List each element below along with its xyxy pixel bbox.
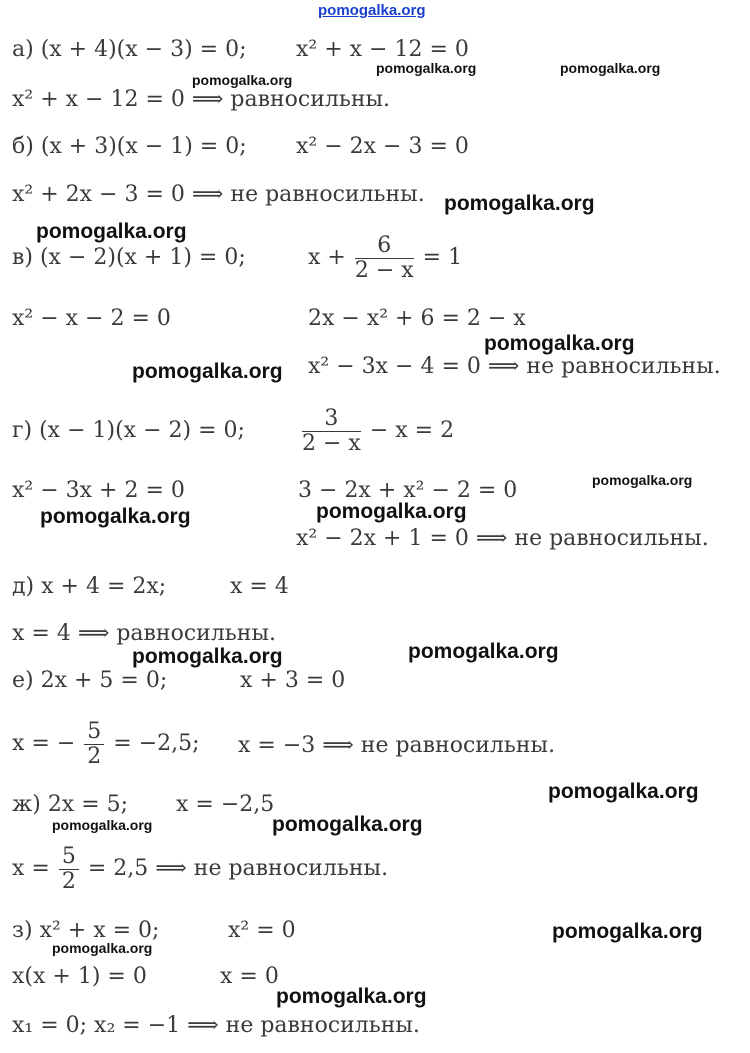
task-b-equation-1: б) (x + 3)(x − 1) = 0; — [12, 134, 247, 159]
watermark: pomogalka.org — [36, 220, 187, 243]
watermark: pomogalka.org — [552, 920, 703, 943]
task-e-equation-1: е) 2x + 5 = 0; — [12, 668, 168, 693]
task-zh-conclusion — [12, 833, 388, 905]
watermark: pomogalka.org — [444, 192, 595, 215]
fraction-numerator: 6 — [355, 234, 414, 259]
task-zh-sol-pre: x = — [12, 856, 50, 881]
fraction-denominator: 2 − x — [302, 430, 361, 456]
watermark: pomogalka.org — [592, 472, 693, 488]
fraction-denominator: 2 — [61, 868, 76, 894]
task-zh-equation-2: x = −2,5 — [176, 792, 275, 817]
watermark: pomogalka.org — [192, 72, 293, 88]
task-v-eq2-pre: x + — [308, 245, 346, 270]
task-v-equation-2 — [308, 222, 462, 294]
fraction-denominator: 2 − x — [354, 257, 414, 283]
task-d-conclusion: x = 4 ⟹ равносильны. — [12, 621, 276, 646]
task-e-sol1-post: = −2,5; — [113, 731, 200, 756]
task-g-equation-2 — [300, 395, 454, 467]
task-v-conclusion: x² − 3x − 4 = 0 ⟹ не равносильны. — [308, 354, 721, 379]
task-e-sol1-pre: x = − — [12, 731, 76, 756]
watermark: pomogalka.org — [132, 645, 283, 668]
task-b-conclusion: x² + 2x − 3 = 0 ⟹ не равносильны. — [12, 182, 425, 207]
task-z-conclusion: x₁ = 0; x₂ = −1 ⟹ не равносильны. — [12, 1013, 420, 1038]
fraction — [355, 234, 414, 283]
task-z-factored: x(x + 1) = 0 — [12, 964, 147, 989]
task-g-equation-1: г) (x − 1)(x − 2) = 0; — [12, 418, 245, 443]
watermark: pomogalka.org — [52, 940, 153, 956]
watermark: pomogalka.org — [316, 500, 467, 523]
task-g-conclusion: x² − 2x + 1 = 0 ⟹ не равносильны. — [296, 526, 709, 551]
fraction-denominator: 2 — [87, 743, 102, 769]
fraction-numerator: 5 — [84, 720, 104, 745]
fraction-numerator: 5 — [59, 845, 79, 870]
task-zh-equation-1: ж) 2x = 5; — [12, 792, 129, 817]
fraction — [84, 720, 104, 769]
watermark: pomogalka.org — [272, 813, 423, 836]
task-z-solution: x = 0 — [220, 964, 279, 989]
task-a-equation-2: x² + x − 12 = 0 — [296, 37, 469, 62]
watermark: pomogalka.org — [376, 60, 477, 76]
fraction — [59, 845, 79, 894]
task-z-equation-1: з) x² + x = 0; — [12, 918, 160, 943]
watermark: pomogalka.org — [276, 985, 427, 1008]
watermark: pomogalka.org — [548, 780, 699, 803]
watermark: pomogalka.org — [40, 505, 191, 528]
fraction-numerator: 3 — [302, 407, 361, 432]
fraction — [302, 407, 361, 456]
task-d-equation-2: x = 4 — [230, 574, 289, 599]
task-z-equation-2: x² = 0 — [228, 918, 296, 943]
task-d-equation-1: д) x + 4 = 2x; — [12, 574, 167, 599]
watermark: pomogalka.org — [560, 60, 661, 76]
task-zh-sol-post: = 2,5 ⟹ не равносильны. — [87, 856, 389, 881]
task-g-equation-4: 3 − 2x + x² − 2 = 0 — [298, 478, 518, 503]
task-g-eq2-post: − x = 2 — [369, 418, 455, 443]
watermark: pomogalka.org — [484, 332, 635, 355]
task-v-equation-1: в) (x − 2)(x + 1) = 0; — [12, 245, 246, 270]
task-g-equation-3: x² − 3x + 2 = 0 — [12, 478, 185, 503]
task-v-equation-3: x² − x − 2 = 0 — [12, 306, 171, 331]
task-a-equation-1: а) (x + 4)(x − 3) = 0; — [12, 37, 247, 62]
task-e-equation-2: x + 3 = 0 — [240, 668, 346, 693]
watermark-top[interactable]: pomogalka.org — [318, 2, 426, 19]
watermark: pomogalka.org — [132, 360, 283, 383]
task-v-eq2-post: = 1 — [422, 245, 463, 270]
task-v-equation-4: 2x − x² + 6 = 2 − x — [308, 306, 526, 331]
task-a-conclusion: x² + x − 12 = 0 ⟹ равносильны. — [12, 87, 391, 112]
watermark: pomogalka.org — [408, 640, 559, 663]
task-b-equation-2: x² − 2x − 3 = 0 — [296, 134, 469, 159]
task-e-solution-1 — [12, 708, 200, 780]
watermark: pomogalka.org — [52, 817, 153, 833]
task-e-conclusion: x = −3 ⟹ не равносильны. — [238, 733, 556, 758]
